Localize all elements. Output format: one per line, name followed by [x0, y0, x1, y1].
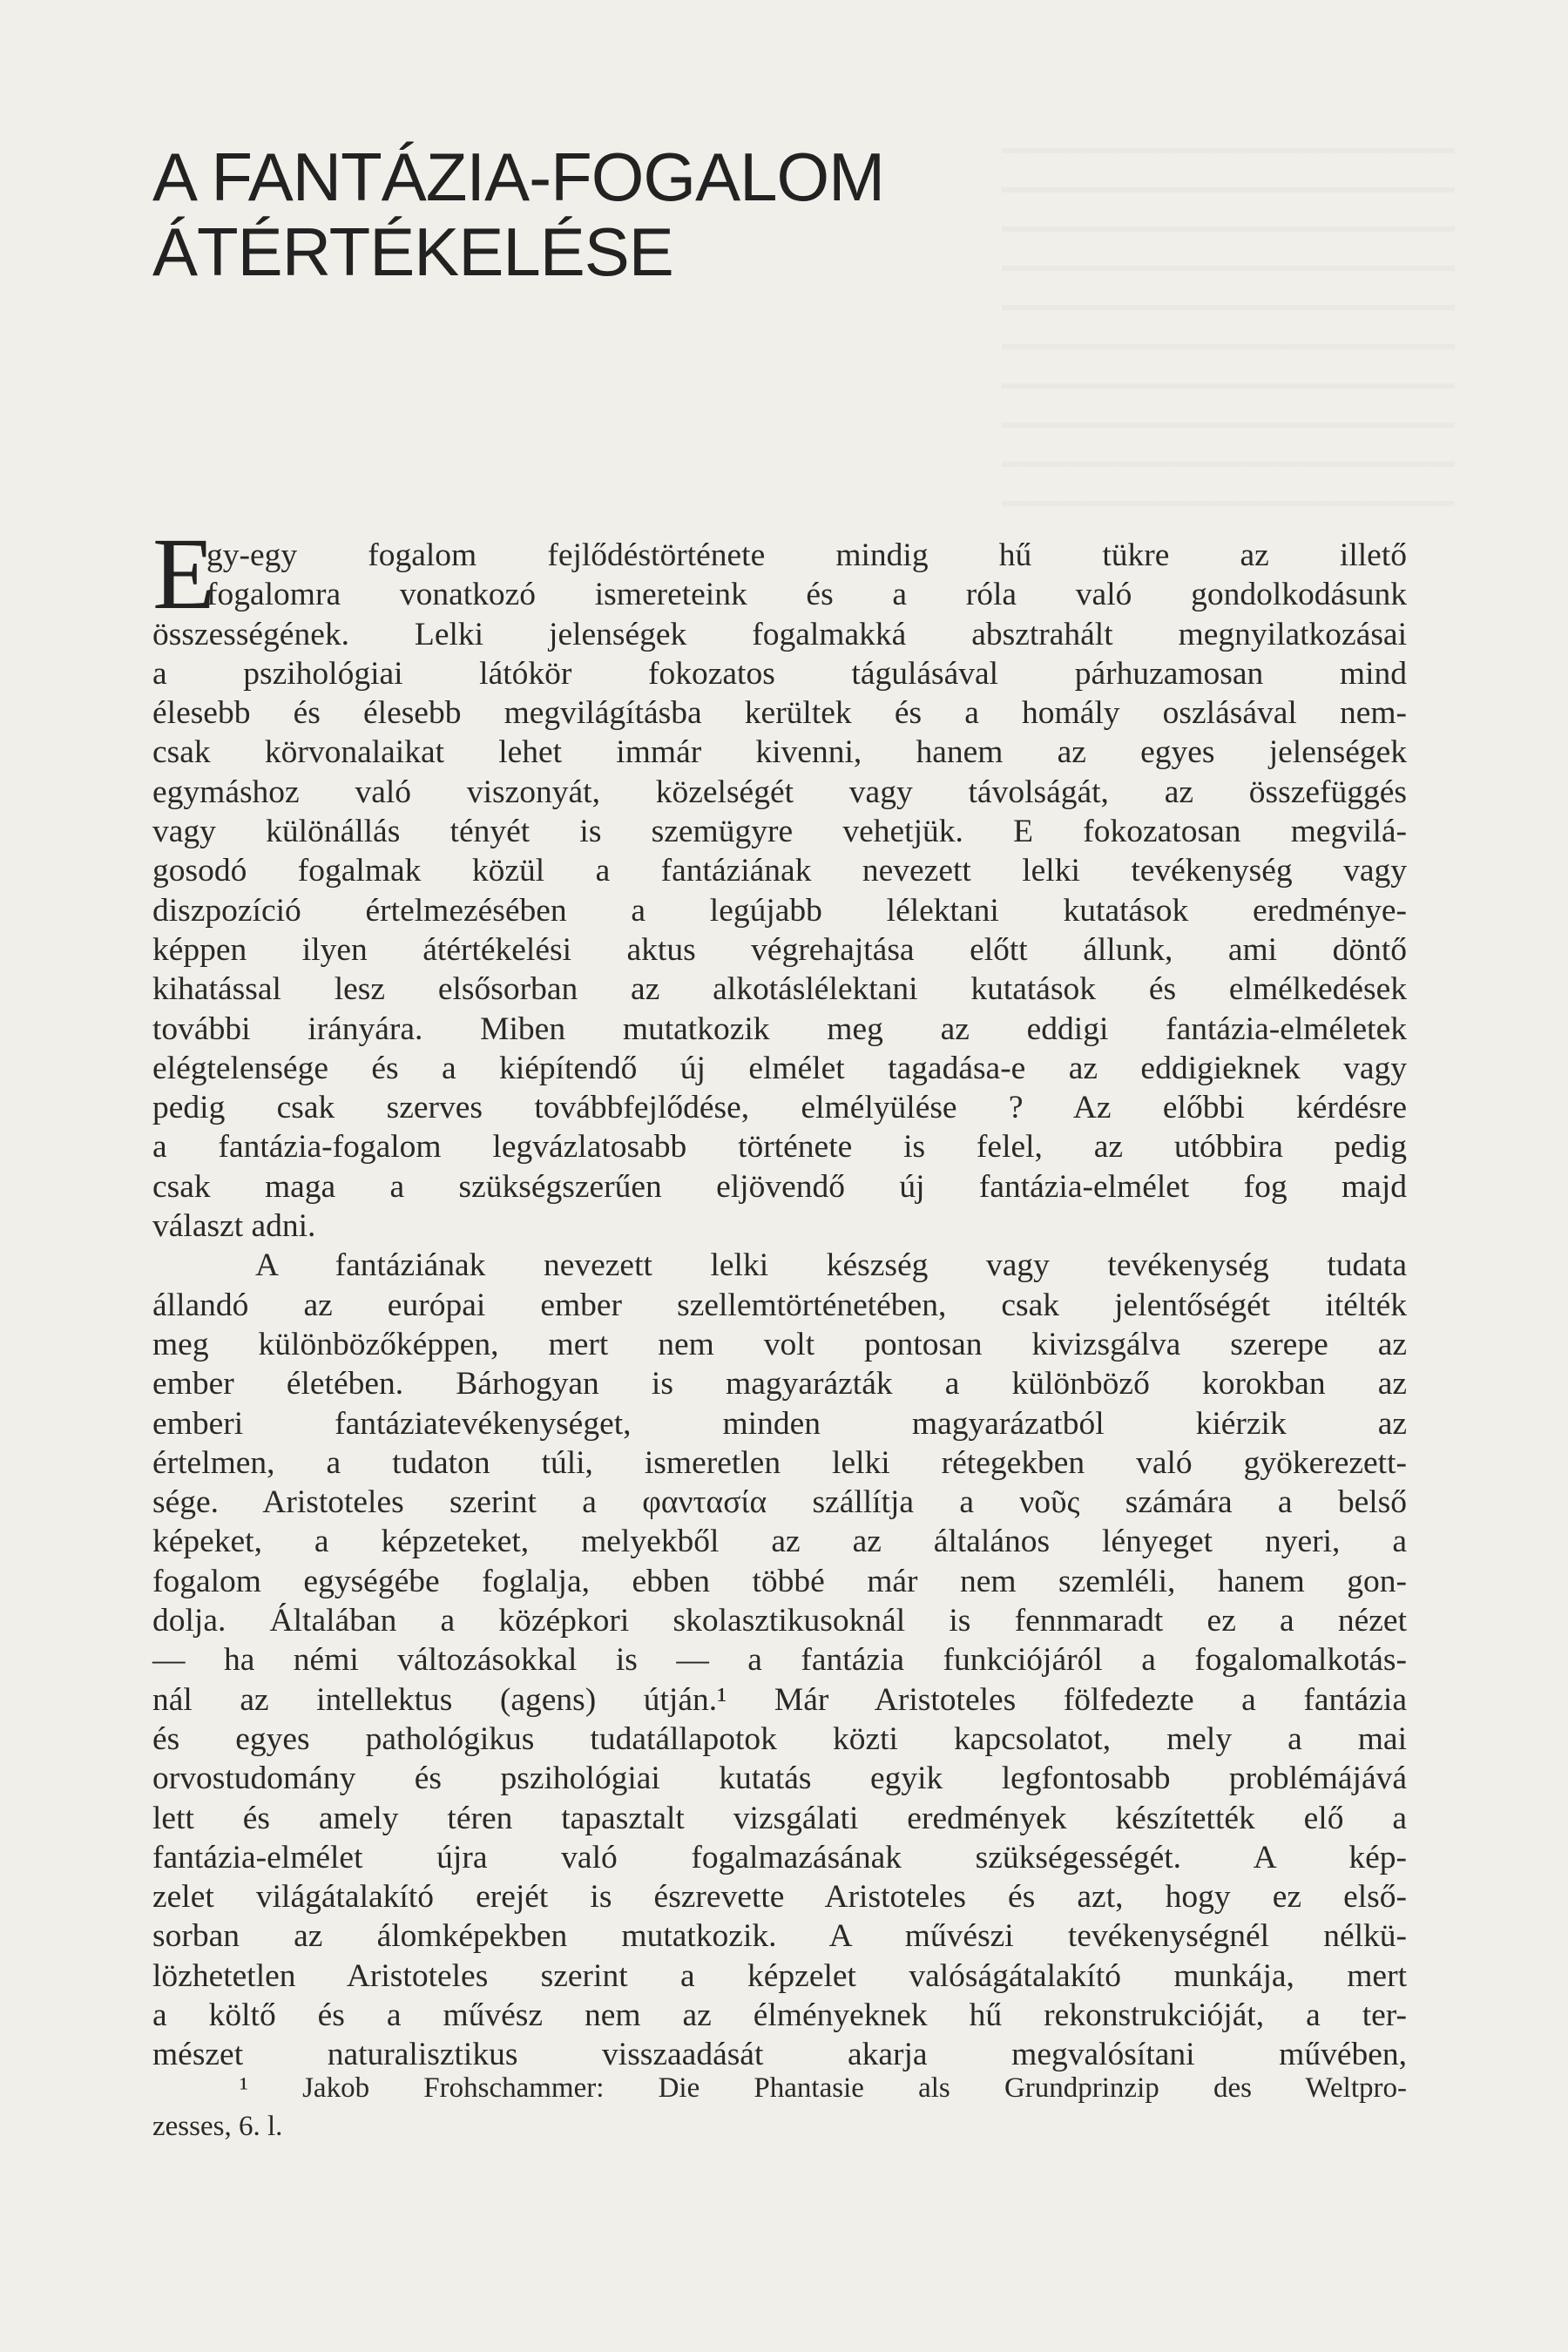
text-line: képeket, a képzeteket, melyekből az az általános lényeget nyeri, a — [152, 1524, 1407, 1560]
footnote — [152, 2069, 1407, 2146]
text-line: a költő és a művész nem az élményeknek hű rekonstrukcióját, a ter- — [152, 1997, 1407, 2033]
text-line: választ adni. — [152, 1208, 316, 1245]
title-line-2: ÁTÉRTÉKELÉSE — [152, 213, 673, 290]
text-line: gy-egy fogalom fejlődéstörténete mindig hű tükre az illető — [206, 537, 1407, 573]
text-line: mészet naturalisztikus visszaadását akarja megvalósítani művében, — [152, 2037, 1407, 2073]
text-line: összességének. Lelki jelenségek fogalmakká absztrahált megnyilatkozásai — [152, 616, 1407, 652]
text-line: meg különbözőképpen, mert nem volt pontosan kivizsgálva szerepe az — [152, 1326, 1407, 1362]
text-line: a fantázia-fogalom legvázlatosabb története is felel, az utóbbira pedig — [152, 1129, 1407, 1166]
page-title — [152, 139, 1372, 289]
text-line: fantázia-elmélet újra való fogalmazásának szükségességét. A kép- — [152, 1839, 1407, 1876]
text-line: ember életében. Bárhogyan is magyarázták a különböző korokban az — [152, 1366, 1407, 1402]
text-line: értelmen, a tudaton túli, ismeretlen lelki rétegekben való gyökerezett- — [152, 1444, 1407, 1481]
text-line: és egyes pathológikus tudatállapotok közti kapcsolatot, mely a mai — [152, 1720, 1407, 1757]
text-line: lözhetetlen Aristoteles szerint a képzelet valóságátalakító munkája, mert — [152, 1957, 1407, 1994]
text-line: csak körvonalaikat lehet immár kivenni, hanem az egyes jelenségek — [152, 734, 1407, 771]
text-line: zelet világátalakító erejét is észrevette Aristoteles és azt, hogy ez első- — [152, 1879, 1407, 1916]
text-line: sorban az álomképekben mutatkozik. A művészi tevékenységnél nélkü- — [152, 1918, 1407, 1955]
text-line: pedig csak szerves továbbfejlődése, elmélyülése ? Az előbbi kérdésre — [152, 1090, 1407, 1126]
text-line: gosodó fogalmak közül a fantáziának nevezett lelki tevékenység vagy — [152, 853, 1407, 889]
text-line: csak maga a szükségszerűen eljövendő új fantázia-elmélet fog majd — [152, 1168, 1407, 1205]
text-line: orvostudomány és pszihológiai kutatás egyik legfontosabb problémájává — [152, 1761, 1407, 1797]
text-line: nál az intellektus (agens) útján.¹ Már Aristoteles fölfedezte a fantázia — [152, 1681, 1407, 1718]
text-line: vagy különállás tényét is szemügyre vehetjük. E fokozatosan megvilá- — [152, 814, 1407, 850]
text-line: képpen ilyen átértékelési aktus végrehajtása előtt állunk, ami döntő — [152, 931, 1407, 968]
text-line: élesebb és élesebb megvilágításba kerültek és a homály oszlásával nem- — [152, 695, 1407, 732]
text-line: egymáshoz való viszonyát, közelségét vagy távolságát, az összefüggés — [152, 774, 1407, 810]
text-line: kihatással lesz elsősorban az alkotáslélektani kutatások és elmélkedések — [152, 971, 1407, 1008]
article-body — [152, 536, 1407, 2075]
text-line: a pszihológiai látókör fokozatos tágulásával párhuzamosan mind — [152, 655, 1407, 692]
text-line: A fantáziának nevezett lelki készség vagy tevékenység tudata — [255, 1247, 1407, 1284]
text-line: — ha némi változásokkal is — a fantázia funkciójáról a fogalomalkotás- — [152, 1642, 1407, 1679]
text-line: lett és amely téren tapasztalt vizsgálati eredmények készítették elő a — [152, 1800, 1407, 1836]
text-line: fogalomra vonatkozó ismereteink és a róla való gondolkodásunk — [206, 577, 1407, 613]
text-line: emberi fantáziatevékenységet, minden magyarázatból kiérzik az — [152, 1405, 1407, 1442]
text-line: elégtelensége és a kiépítendő új elmélet tagadása-e az eddigieknek vagy — [152, 1050, 1407, 1086]
drop-cap: E — [152, 517, 216, 631]
text-line: sége. Aristoteles szerint a φαντασία szállítja a νοῦς számára a belső — [152, 1484, 1407, 1521]
text-line: dolja. Általában a középkori skolasztikusoknál is fennmaradt ez a nézet — [152, 1603, 1407, 1639]
footnote-line: zesses, 6. l. — [152, 2111, 283, 2142]
title-line-1: A FANTÁZIA-FOGALOM — [152, 139, 885, 215]
text-line: további irányára. Miben mutatkozik meg az eddigi fantázia-elméletek — [152, 1010, 1407, 1047]
text-line: állandó az európai ember szellemtörténetében, csak jelentőségét itélték — [152, 1287, 1407, 1323]
footnote-line: ¹ Jakob Frohschammer: Die Phantasie als Grundprinzip des Weltpro- — [240, 2072, 1407, 2104]
text-line: fogalom egységébe foglalja, ebben többé már nem szemléli, hanem gon- — [152, 1563, 1407, 1599]
text-line: diszpozíció értelmezésében a legújabb lélektani kutatások eredménye- — [152, 892, 1407, 929]
